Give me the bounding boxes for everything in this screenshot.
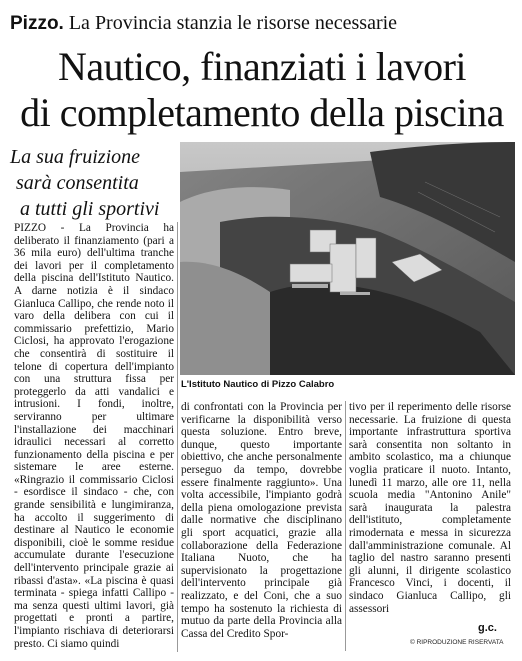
subhead-line-1: La sua fruizione [10,146,141,168]
column-divider-2 [345,401,346,651]
column-divider-1 [177,222,178,652]
photo-caption: L'Istituto Nautico di Pizzo Calabro [181,379,335,390]
copyright-notice: © RIPRODUZIONE RISERVATA [410,639,504,646]
subhead [10,144,170,222]
author-signature: g.c. [478,622,497,634]
article-column-1 [14,222,174,650]
article-column-3 [349,401,511,615]
subhead-line-2: sarà consentita [16,172,139,194]
subhead-line-3: a tutti gli sportivi [20,198,160,220]
headline-line-1: Nautico, finanziati i lavori [57,44,467,89]
column-2-text: di confrontati con la Provincia per verificarne la disponibilità verso questa soluzione. Entro breve, dunque, questo importante obiettivo, che anche personalmente perseguo da tempo, dovrebbe essere finalmente raggiunto». Una volta accessibile, l'impianto godrà della piena omologazione prevista dalle normative che disciplinano gli sport acquatici, grazie alla collaborazione della Federazione Italiana Nuoto, che ha supervisionato la progettazione dell'intervento principale già realizzato, e del Coni, che a suo tempo ha sostenuto la richiesta di mutuo da parte della Provincia alla Cassa del Credito Spor- [181,401,342,640]
article-column-2 [181,401,342,640]
column-3-text: tivo per il reperimento delle risorse necessarie. La fruizione di questa importante infrastruttura sportiva sarà consentita non soltanto in ambito scolastico, ma a chiunque voglia praticare il nuoto. Intanto, lunedì 11 marzo, alle ore 11, nella scuola media "Antonino Anile" sarà inaugurata la palestra dell'istituto, completamente rimodernata e messa in sicurezza dall'amministrazione comunale. Al taglio del nastro saranno presenti gli alunni, il dirigente scolastico Francesco Vinci, i docenti, il sindaco Gianluca Callipo, gli assessori [349,401,511,615]
kicker [10,10,518,37]
article-photo [180,142,515,375]
headline-line-2: di completamento della piscina [20,90,504,135]
photo-illustration [180,142,515,375]
headline [6,44,518,136]
kicker-place: Pizzo. [10,13,64,34]
kicker-text: La Provincia stanzia le risorse necessarie [68,12,398,34]
column-1-text: PIZZO - La Provincia ha deliberato il finanziamento (pari a 36 mila euro) dell'ultima tranche dei lavori per il completamento della piscina dell'Istituto Nautico. A darne notizia è il sindaco Gianluca Callipo, che rende noto il varo della delibera con cui il commissario prefettizio, Mario Ciclosi, ha approvato l'erogazione che consentirà di sostituire il telone di copertura dell'impianto con una struttura fissa per proteggerlo da atti vandalici e intrusioni. I fondi, inoltre, serviranno per ultimare l'installazione dei macchinari idraulici necessari al corretto funzionamento della piscina e per sistemare le aree esterne. «Ringrazio il commissario Ciclosi - esordisce il sindaco - che, con grande sensibilità e lungimiranza, ha accolto il suggerimento di destinare al Nautico le economie disponibili, cioè le somme residue accumulate durante l'esecuzione dell'intervento principale grazie ai ribassi d'asta». «La piscina è quasi terminata - spiega infatti Callipo - ma senza questi ultimi lavori, già progettati e pronti a partire, l'impianto rischiava di deteriorarsi presto. Ci siamo quindi [14,222,174,650]
